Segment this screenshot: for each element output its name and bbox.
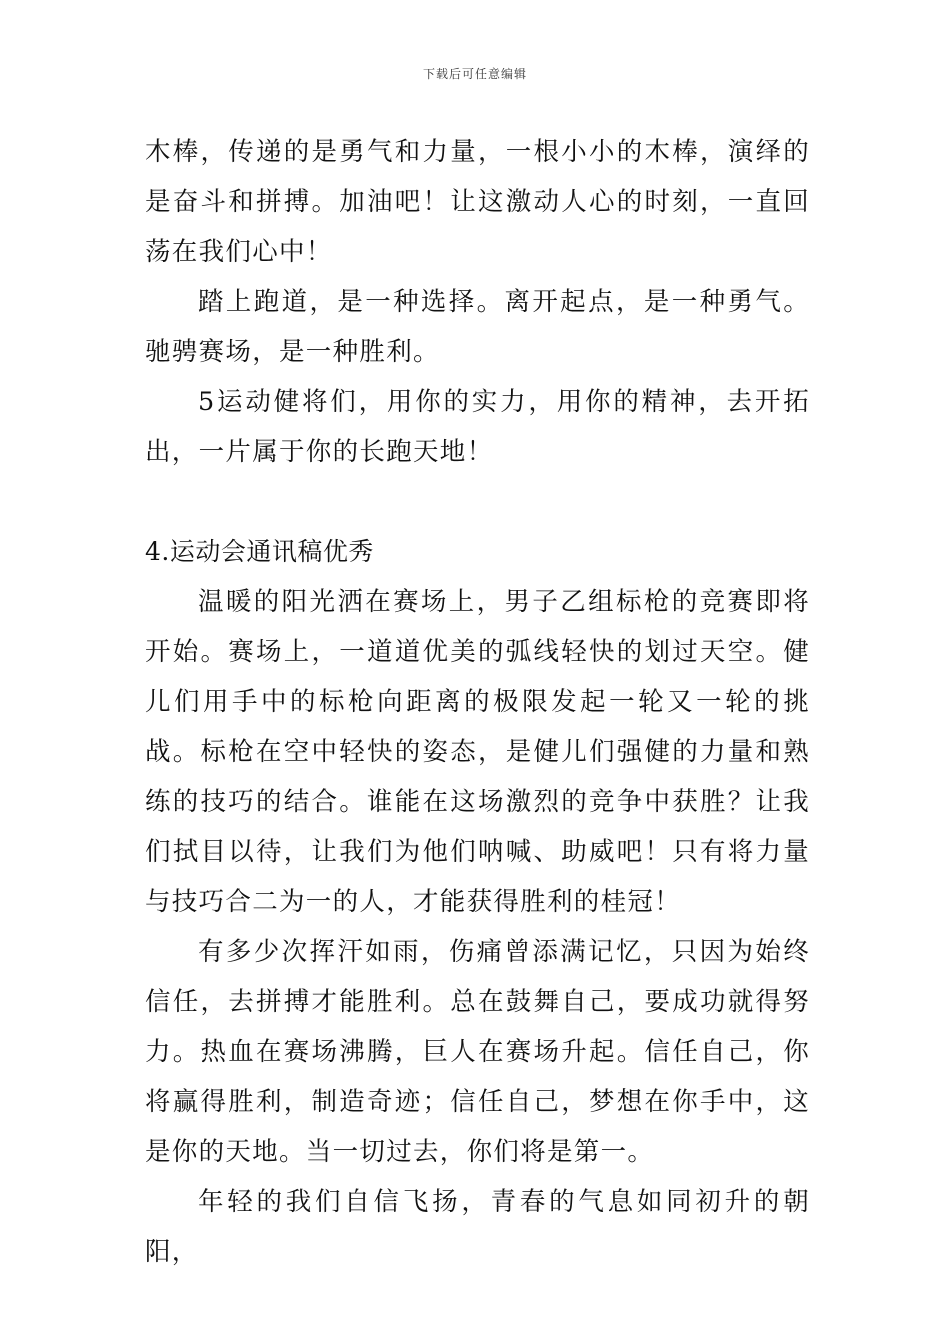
paragraph: 踏上跑道，是一种选择。离开起点，是一种勇气。驰骋赛场，是一种胜利。 [145,287,810,367]
paragraph-continued: 木棒，传递的是勇气和力量，一根小小的木棒，演绎的是奋斗和拼搏。加油吧！让这激动人心的时刻，一直回荡在我们心中！ [145,137,810,267]
paragraph: 有多少次挥汗如雨，伤痛曾添满记忆，只因为始终信任，去拼搏才能胜利。总在鼓舞自己，要成功就得努力。热血在赛场沸腾，巨人在赛场升起。信任自己，你将赢得胜利，制造奇迹；信任自己，梦想在你手中，这是你的天地。当一切过去，你们将是第一。 [145,937,810,1167]
document-body [145,127,810,1277]
section-spacer [145,477,810,527]
paragraph: 温暖的阳光洒在赛场上，男子乙组标枪的竞赛即将开始。赛场上，一道道优美的弧线轻快的划过天空。健儿们用手中的标枪向距离的极限发起一轮又一轮的挑战。标枪在空中轻快的姿态，是健儿们强健的力量和熟练的技巧的结合。谁能在这场激烈的竞争中获胜？让我们拭目以待，让我们为他们呐喊、助威吧！只有将力量与技巧合二为一的人，才能获得胜利的桂冠！ [145,587,810,917]
page-header: 下载后可任意编辑 [422,67,527,81]
section-heading: 4.运动会通讯稿优秀 [145,537,374,566]
paragraph: 5运动健将们，用你的实力，用你的精神，去开拓出，一片属于你的长跑天地！ [145,387,810,467]
paragraph: 年轻的我们自信飞扬，青春的气息如同初升的朝阳， [145,1187,810,1267]
